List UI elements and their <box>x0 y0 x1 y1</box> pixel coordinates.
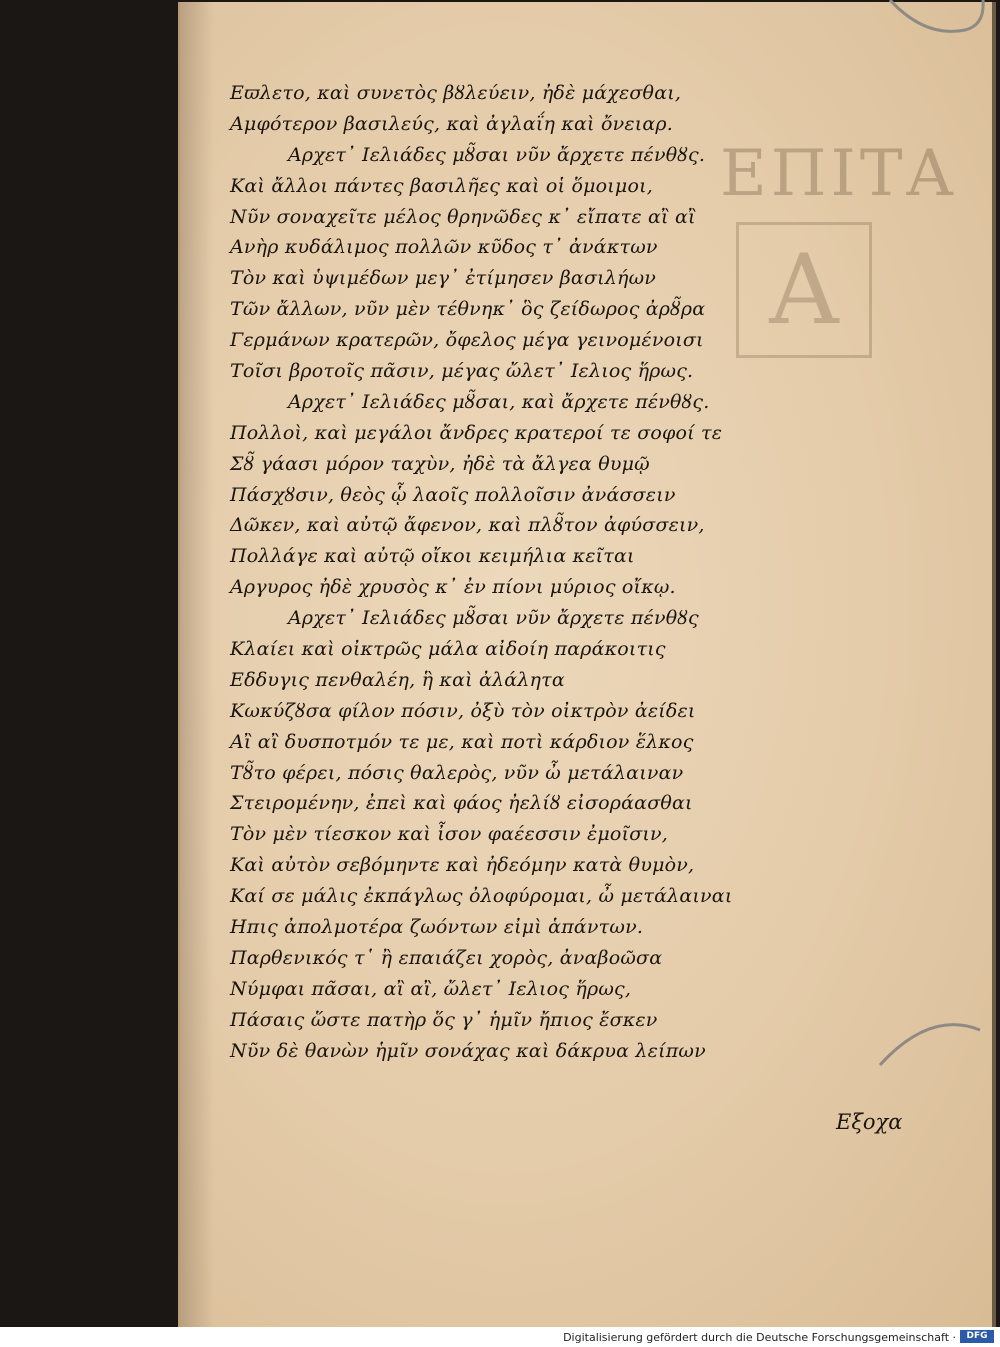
verse-line: Αἲ αἲ δυσποτμόν τε με, καὶ ποτὶ κάρδιον ἕλκος <box>230 730 694 753</box>
verse-line: Γερμάνων κρατερῶν, ὄφελος μέγα γεινομένοισι <box>230 329 704 352</box>
show-through-heading: ΕΠΙΤΑ <box>720 140 957 211</box>
verse-line: Αμφότερον βασιλεύς, καὶ ἀγλαΐη καὶ ὄνειαρ. <box>230 112 674 135</box>
page-gutter-shadow <box>180 2 214 1327</box>
verse-line: Τὸν καὶ ὑψιμέδων μεγ᾽ ἐτίμησεν βασιλήων <box>230 267 657 290</box>
digitization-footer <box>0 1327 1000 1347</box>
verse-line: Δῶκεν, καὶ αὐτῷ ἄφενον, καὶ πλȣ̃τον ἀφύσσειν, <box>230 514 705 537</box>
verse-line: Καί σε μάλις ἐκπάγλως ὀλοφύρομαι, ὦ μετάλαιναι <box>230 885 733 908</box>
decorative-initial-icon: A <box>736 222 872 358</box>
catchword: Εξοχα <box>836 1110 903 1134</box>
verse-line: Κλαίει καὶ οἰκτρῶς μάλα αἰδοίη παράκοιτις <box>230 638 666 661</box>
verse-line: Πάσαις ὥστε πατὴρ ὅς γ᾽ ἡμῖν ἤπιος ἔσκεν <box>230 1008 658 1031</box>
poem-body <box>230 78 733 1067</box>
verse-line: Ηπις ἀπολμοτέρα ζωόντων εἰμὶ ἁπάντων. <box>230 916 644 939</box>
verse-line: Τῶν ἄλλων, νῦν μὲν τέθνηκ᾽ ὃς ζείδωρος ἀρȣ̃ρα <box>230 298 706 321</box>
verse-line: Εϖλετο, καὶ συνετὸς βȣλεύειν, ἠδὲ μάχεσθαι, <box>230 82 682 104</box>
page-clip-icon <box>885 0 985 40</box>
refrain-line: Αρχετ᾽ Ιελιάδες μȣ̃σαι νῦν ἄρχετε πένθȣς <box>288 607 699 630</box>
verse-line: Νῦν σοναχεῖτε μέλος θρηνῶδες κ᾽ εἴπατε αἲ αἲ <box>230 205 696 228</box>
verse-line: Πολλάγε καὶ αὐτῷ οἴκοι κειμήλια κεῖται <box>230 545 635 568</box>
verse-line: Αργυρος ἠδὲ χρυσὸς κ᾽ ἐν πίονι μύριος οἴκῳ. <box>230 576 676 599</box>
refrain-line: Αρχετ᾽ Ιελιάδες μȣ̃σαι, καὶ ἄρχετε πένθȣς. <box>288 390 710 413</box>
dfg-logo-icon: DFG <box>960 1330 994 1343</box>
verse-line: Πολλοὶ, καὶ μεγάλοι ἄνδρες κρατεροί τε σοφοί τε <box>230 421 723 444</box>
verse-line: Τȣ̃το φέρει, πόσις θαλερὸς, νῦν ὦ μετάλαιναν <box>230 761 684 784</box>
poem-lines <box>230 78 733 1067</box>
verse-line: Σȣ̃ γάασι μόρον ταχὺν, ἠδὲ τὰ ἄλγεα θυμῷ <box>230 452 650 475</box>
verse-line: Παρθενικός τ῾ ἢ επαιάζει χορὸς, ἀναβοῶσα <box>230 946 663 969</box>
verse-line: Εδδυγις πενθαλέη, ἣ καὶ ἀλάλητα <box>230 668 565 691</box>
verse-line: Ανὴρ κυδάλιμος πολλῶν κῦδος τ᾽ ἀνάκτων <box>230 236 658 259</box>
verse-line: Νῦν δὲ θανὼν ἡμῖν σονάχας καὶ δάκρυα λείπων <box>230 1039 706 1062</box>
verse-line: Τὸν μὲν τίεσκον καὶ ἶσον φαέεσσιν ἐμοῖσιν, <box>230 823 669 846</box>
verse-line: Νύμφαι πᾶσαι, αἲ αἲ, ὤλετ᾽ Ιελιος ἥρως, <box>230 977 632 1000</box>
verse-line: Τοῖσι βροτοῖς πᾶσιν, μέγας ὤλετ᾽ Ιελιος ἥρως. <box>230 360 694 383</box>
footer-credit: Digitalisierung gefördert durch die Deutsche Forschungsgemeinschaft · <box>563 1331 956 1344</box>
verse-line: Στειρομένην, ἐπεὶ καὶ φάος ἠελίȣ εἰσοράασθαι <box>230 792 693 815</box>
verse-line: Πάσχȣσιν, θεὸς ᾧ λαοῖς πολλοῖσιν ἀνάσσειν <box>230 483 676 506</box>
show-through-text <box>720 140 986 1180</box>
verse-line: Καὶ αὐτὸν σεβόμηντε καὶ ἠδεόμην κατὰ θυμὸν, <box>230 854 695 877</box>
verse-line: Καὶ ἄλλοι πάντες βασιλῆες καὶ οἱ ὅμοιμοι, <box>230 174 654 197</box>
refrain-line: Αρχετ᾽ Ιελιάδες μȣ̃σαι νῦν ἄρχετε πένθȣς. <box>288 143 706 166</box>
verse-line: Κωκύζȣσα φίλον πόσιν, ὀξὺ τὸν οἰκτρὸν ἀείδει <box>230 699 696 722</box>
